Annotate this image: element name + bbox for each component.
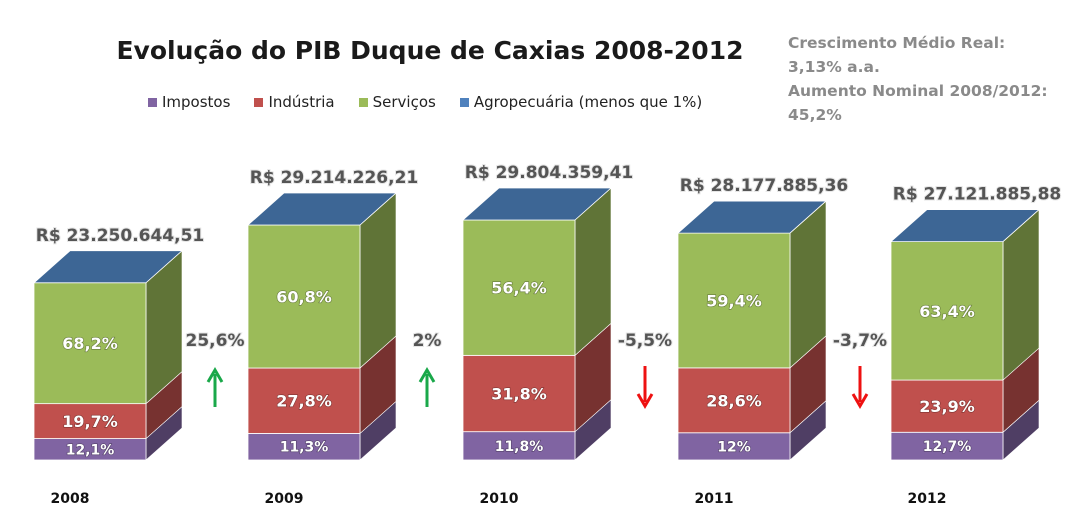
data-label-servicos-2012: 63,4% [919,301,975,321]
total-label-2008: R$ 23.250.644,51 [35,225,205,246]
data-label-industria-2012: 23,9% [919,397,975,417]
total-label-2012: R$ 27.121.885,88 [892,184,1062,205]
legend-swatch-industria [254,98,263,107]
nominal-increase-label: Aumento Nominal 2008/2012: [788,82,1048,100]
data-label-impostos-2012: 12,7% [922,439,972,456]
data-label-impostos-2011: 12% [717,439,751,456]
growth-label-4: -3,7% [832,331,888,351]
legend-item-industria [254,93,334,111]
avg-real-growth-value: 3,13% a.a. [788,58,880,76]
data-label-servicos-2009: 60,8% [276,287,332,307]
x-tick-label-2011: 2011 [694,491,734,507]
legend-swatch-servicos [359,98,368,107]
x-tick-label-2010: 2010 [479,491,519,507]
legend-swatch-impostos [148,98,157,107]
growth-label-1: 25,6% [185,331,245,351]
x-tick-label-2009: 2009 [264,491,304,507]
growth-label-2: 2% [412,331,442,351]
data-label-impostos-2008: 12,1% [65,442,115,459]
data-label-industria-2011: 28,6% [706,391,762,411]
data-label-industria-2008: 19,7% [62,412,118,432]
data-label-impostos-2009: 11,3% [279,439,329,456]
x-tick-label-2012: 2012 [907,491,947,507]
data-label-impostos-2010: 11,8% [494,438,544,455]
legend-label-impostos: Impostos [162,93,231,111]
legend-item-agropecuaria [460,93,702,111]
nominal-increase-value: 45,2% [788,106,842,124]
data-label-servicos-2011: 59,4% [706,291,762,311]
data-label-servicos-2010: 56,4% [491,278,547,298]
legend-label-agropecuaria: Agropecuária (menos que 1%) [473,93,703,111]
legend-item-servicos [359,93,436,111]
growth-summary [788,31,1063,127]
total-label-2009: R$ 29.214.226,21 [249,167,419,188]
x-tick-label-2008: 2008 [50,491,90,507]
total-label-2010: R$ 29.804.359,41 [464,163,634,183]
avg-real-growth-label: Crescimento Médio Real: [788,34,1006,52]
legend-swatch-agropecuaria [460,98,469,107]
legend-item-impostos [148,93,230,111]
chart-title: Evolução do PIB Duque de Caxias 2008-2012 [116,36,744,65]
legend-label-servicos: Serviços [372,93,436,111]
data-label-industria-2010: 31,8% [491,384,547,404]
growth-label-3: -5,5% [617,331,673,351]
legend-label-industria: Indústria [268,93,335,111]
data-label-industria-2009: 27,8% [276,391,332,411]
chart-legend [148,93,726,111]
total-label-2011: R$ 28.177.885,36 [679,176,849,197]
data-label-servicos-2008: 68,2% [62,334,118,354]
